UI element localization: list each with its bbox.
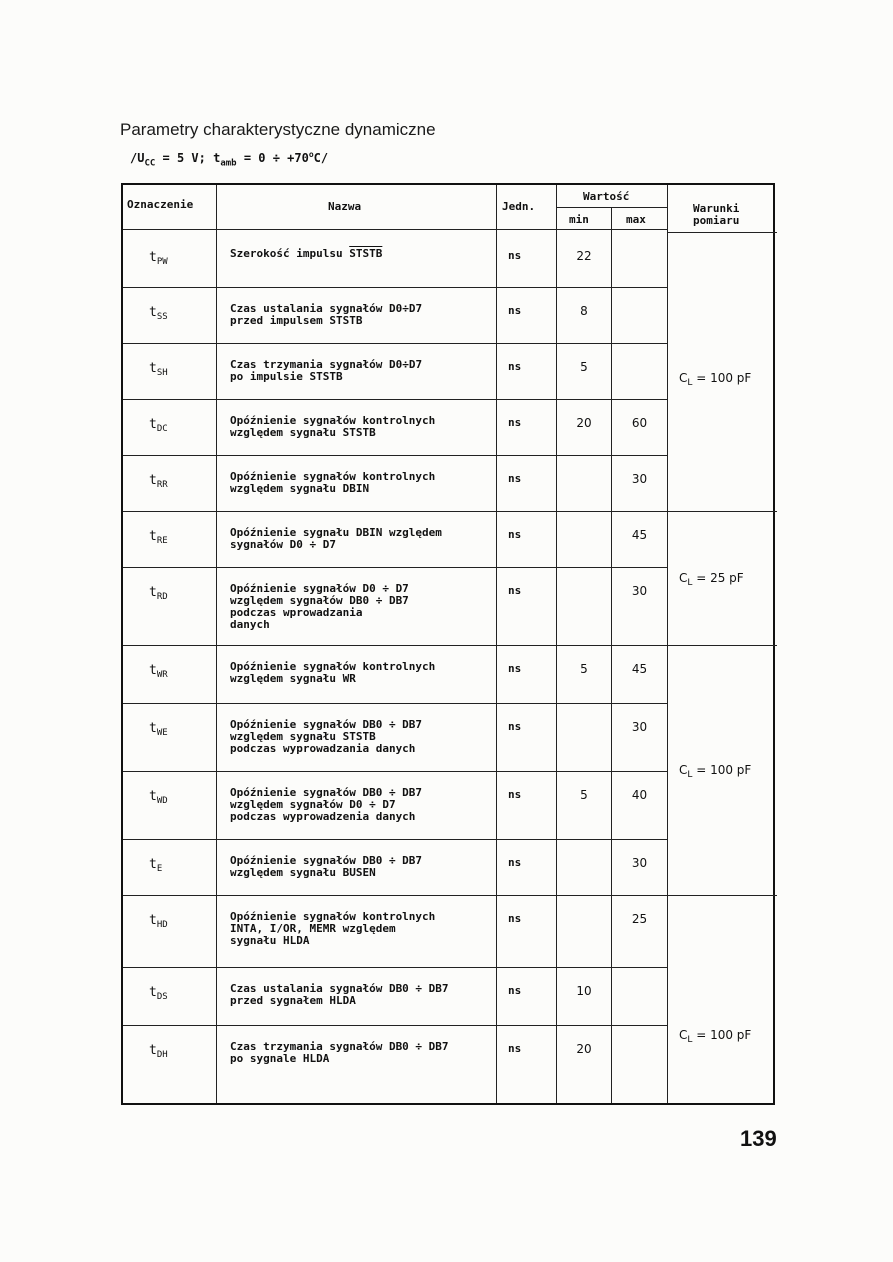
param-symbol: $t_{WR}$ <box>149 663 168 680</box>
param-name: Opóźnienie sygnałów DB0 ÷ DB7 względem sygnałów D0 ÷ D7 podczas wyprowadzenia danych <box>230 786 423 823</box>
test-conditions: $/U_{CC} = 5$ V; $t_{amb} = 0 \div +70^oC/$ <box>130 150 329 169</box>
row-divider <box>123 567 667 568</box>
param-name: Opóźnienie sygnałów kontrolnych względem sygnału DBIN <box>230 470 436 495</box>
header-max: max <box>626 213 646 226</box>
param-min: 5 <box>580 788 588 802</box>
row-divider <box>123 645 667 646</box>
param-symbol: $t_{WD}$ <box>149 789 168 806</box>
param-max: 45 <box>631 662 648 676</box>
header-line <box>667 232 777 233</box>
header-unit: Jedn. <box>502 200 536 213</box>
param-min: 10 <box>576 984 592 998</box>
param-unit: ns <box>508 304 522 317</box>
col-divider <box>611 207 612 1103</box>
header-min: min <box>569 213 589 226</box>
param-min: 5 <box>580 662 588 676</box>
param-min: 20 <box>576 1042 592 1056</box>
param-unit: ns <box>508 528 522 541</box>
param-max: 40 <box>631 788 648 802</box>
subheader-line <box>556 207 667 208</box>
param-name: Opóźnienie sygnałów D0 ÷ D7 względem sygnałów DB0 ÷ DB7 podczas wprowadzania danych <box>230 582 409 631</box>
param-unit: ns <box>508 788 522 801</box>
param-name: Opóźnienie sygnału DBIN względem sygnałów D0 ÷ D7 <box>230 526 442 551</box>
param-unit: ns <box>508 1042 522 1055</box>
param-min: 5 <box>580 360 588 374</box>
condition-value: $C_L = 100$ pF <box>679 1028 752 1045</box>
condition-value: $C_L = 100$ pF <box>679 763 752 780</box>
param-symbol: $t_{DH}$ <box>149 1043 168 1060</box>
param-name: Opóźnienie sygnałów kontrolnych względem sygnału WR <box>230 660 436 685</box>
condition-divider <box>667 895 777 896</box>
row-divider <box>123 771 667 772</box>
param-symbol: $t_{RE}$ <box>149 529 168 546</box>
parameters-table <box>121 183 775 1105</box>
param-symbol: $t_{RR}$ <box>149 473 168 490</box>
param-symbol: $t_{SS}$ <box>149 305 168 322</box>
header-line <box>123 229 667 230</box>
header-conditions: pomiaru <box>693 214 740 227</box>
param-unit: ns <box>508 584 522 597</box>
param-symbol: $t_{RD}$ <box>149 585 168 602</box>
param-unit: ns <box>508 912 522 925</box>
param-max: 30 <box>631 856 648 870</box>
param-unit: ns <box>508 720 522 733</box>
param-max: 30 <box>631 472 648 486</box>
param-name: Szerokość impulsu STSTB <box>230 247 383 260</box>
param-symbol: $t_{DS}$ <box>149 985 168 1002</box>
param-name: Opóźnienie sygnałów DB0 ÷ DB7 względem sygnału BUSEN <box>230 854 423 879</box>
param-max: 60 <box>631 416 648 430</box>
param-symbol: $t_{DC}$ <box>149 417 168 434</box>
row-divider <box>123 343 667 344</box>
row-divider <box>123 511 667 512</box>
condition-divider <box>667 645 777 646</box>
param-symbol: $t_E$ <box>149 857 163 874</box>
row-divider <box>123 1025 667 1026</box>
header-name: Nazwa <box>328 200 362 213</box>
param-name: Czas trzymania sygnałów D0÷D7 po impulsie STSTB <box>230 358 423 383</box>
header-symbol: Oznaczenie <box>127 198 194 211</box>
page-number: 139 <box>740 1126 777 1151</box>
param-symbol: $t_{SH}$ <box>149 361 168 378</box>
param-min: 22 <box>576 249 592 263</box>
col-divider <box>216 185 217 1103</box>
param-symbol: $t_{WE}$ <box>149 721 168 738</box>
col-divider <box>556 185 557 1103</box>
param-name: Opóźnienie sygnałów DB0 ÷ DB7 względem sygnału STSTB podczas wyprowadzania danych <box>230 718 423 755</box>
row-divider <box>123 287 667 288</box>
condition-value: $C_L = 100$ pF <box>679 370 752 388</box>
param-name: Opóźnienie sygnałów kontrolnych względem sygnału STSTB <box>230 414 436 439</box>
row-divider <box>123 455 667 456</box>
param-symbol: $t_{PW}$ <box>149 250 168 267</box>
param-max: 30 <box>631 584 648 598</box>
param-name: Czas ustalania sygnałów D0÷D7 przed impulsem STSTB <box>230 302 423 327</box>
row-divider <box>123 967 667 968</box>
param-min: 8 <box>580 304 588 318</box>
col-divider <box>667 185 668 1103</box>
condition-divider <box>667 511 777 512</box>
param-name: Opóźnienie sygnałów kontrolnych INTA, I/OR, MEMR względem sygnału HLDA <box>230 910 436 947</box>
param-max: 25 <box>631 912 648 926</box>
param-unit: ns <box>508 856 522 869</box>
param-unit: ns <box>508 416 522 429</box>
row-divider <box>123 839 667 840</box>
param-unit: ns <box>508 984 522 997</box>
param-unit: ns <box>508 249 522 262</box>
col-divider <box>496 185 497 1103</box>
param-name: Czas trzymania sygnałów DB0 ÷ DB7 po sygnale HLDA <box>230 1040 449 1065</box>
condition-value: $C_L = 25$ pF <box>679 571 744 588</box>
param-unit: ns <box>508 360 522 373</box>
page-heading: Parametry charakterystyczne dynamiczne <box>120 120 436 139</box>
row-divider <box>123 399 667 400</box>
row-divider <box>123 895 667 896</box>
row-divider <box>123 703 667 704</box>
param-unit: ns <box>508 472 522 485</box>
param-symbol: $t_{HD}$ <box>149 913 168 930</box>
param-unit: ns <box>508 662 522 675</box>
param-min: 20 <box>576 416 592 430</box>
param-max: 45 <box>631 528 648 542</box>
param-max: 30 <box>631 720 648 734</box>
param-name: Czas ustalania sygnałów DB0 ÷ DB7 przed sygnałem HLDA <box>230 982 449 1007</box>
header-value: Wartość <box>583 190 630 203</box>
header-conditions: Warunki <box>693 202 740 215</box>
